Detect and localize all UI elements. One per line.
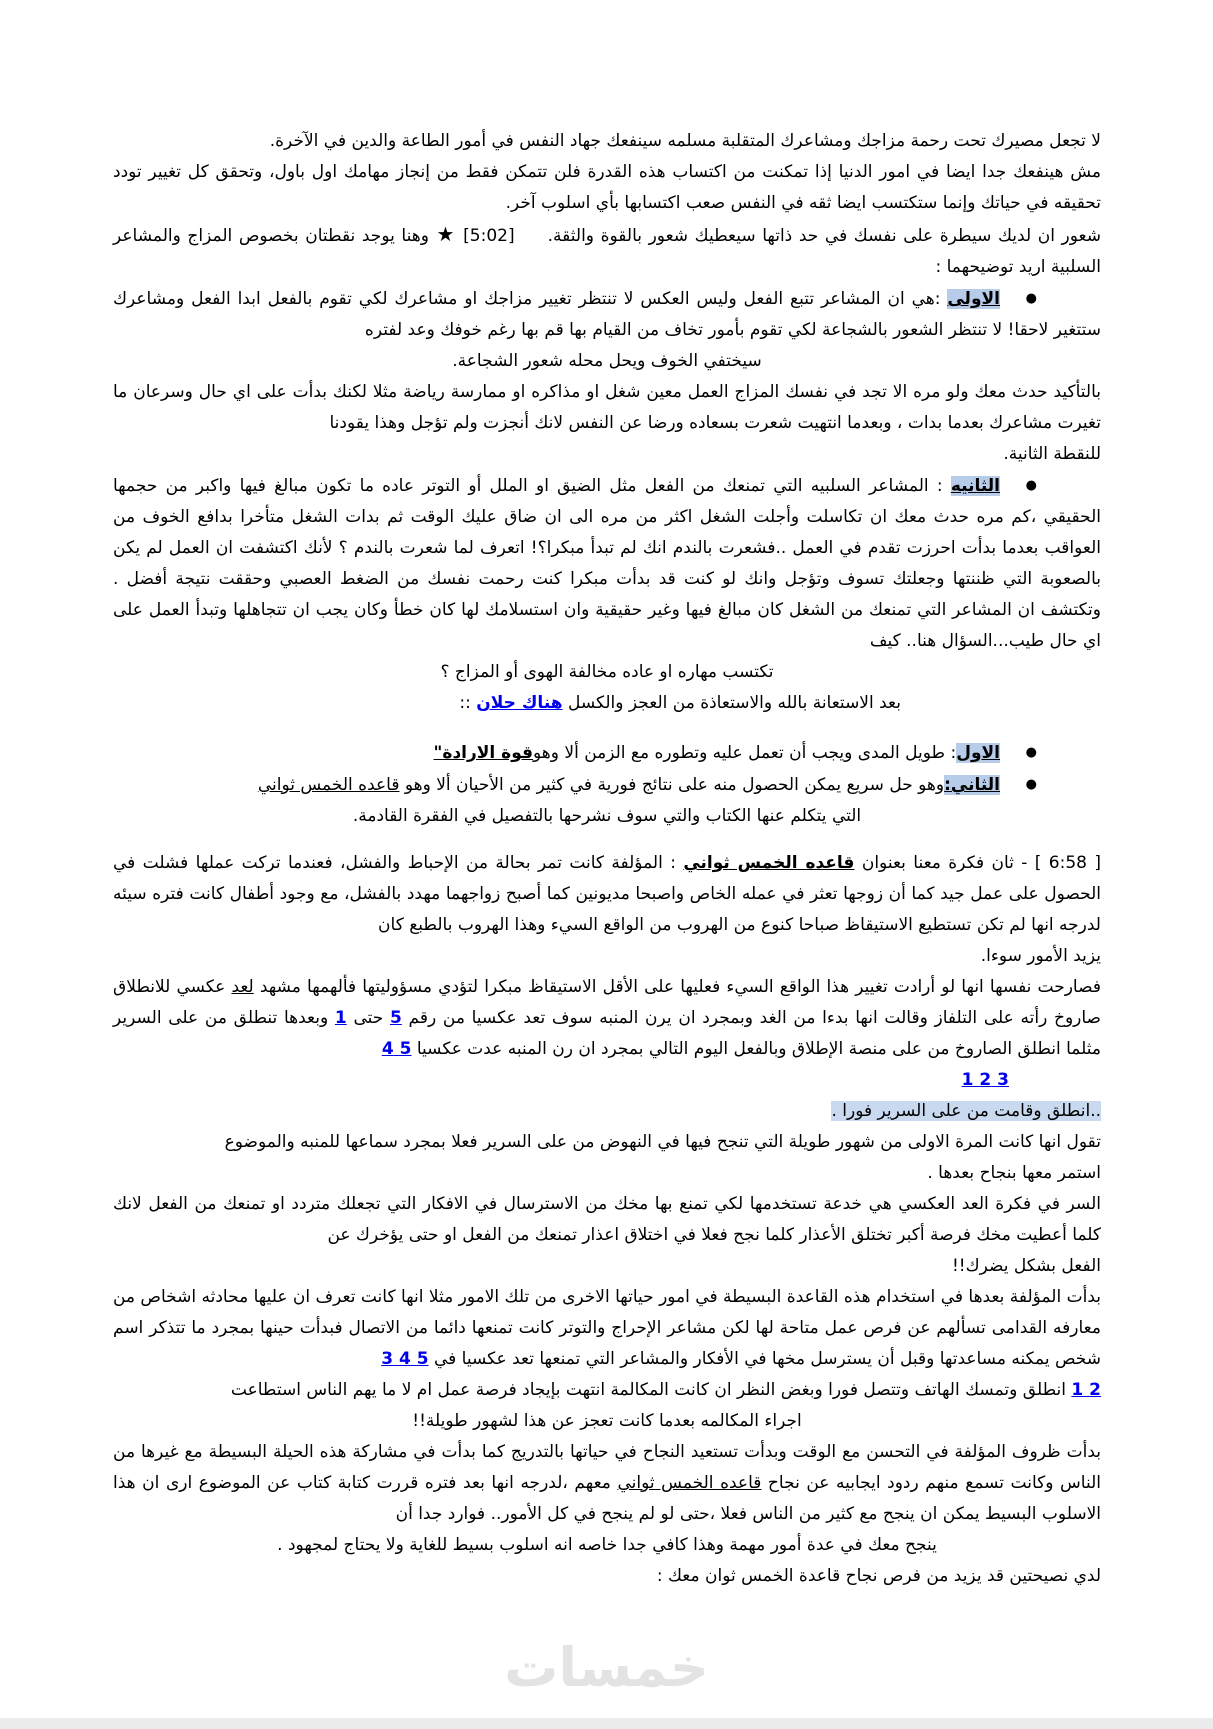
countdown-numbers: 2 1 [1071,1380,1101,1400]
text-run-underline: قاعده الخمس ثواني [617,1473,762,1493]
paragraph [113,801,1101,832]
paragraph [113,439,1101,470]
paragraph [113,1127,1101,1158]
text-run: ينجح معك في عدة أمور مهمة وهذا كافي جدا خاصه انه اسلوب بسيط للغاية ولا يحتاج لمجهود . [277,1535,937,1555]
paragraph [113,1406,1101,1437]
text-run-underline: لعد [231,977,254,997]
highlighted-keyword: الاول [956,743,1000,763]
bullet-item [113,769,1101,801]
highlighted-keyword: الثاني: [944,775,1000,795]
bullet-icon: ● [1025,291,1037,306]
text-run: بدأت ظروف المؤلفة في التحسن مع الوقت وبدأت تستعيد النجاح في حياتها بالتدريج كما بدأت في مشاركة هذه الحيلة البسيطة مع غيرها من الناس وكانت تسمع منهم ردود ايجابيه عن نجاح [113,1442,1101,1493]
spacer [113,719,1101,737]
text-run: وبعدها تنطلق من على السرير مثلما انطلق الصاروخ من على منصة الإطلاق وبالفعل اليوم التالي بمجرد ان رن المنبه عدت عكسيا [113,1008,1101,1059]
bullet-icon: ● [1025,777,1037,792]
text-run: مش هينفعك جدا ايضا في امور الدنيا إذا تمكنت من اكتساب هذه القدرة فلن تتمكن فقط من إنجاز مهامك اول باول، وتحقق كل تغيير تودد تحقيقه في حياتك وإنما ستكتسب ايضا ثقه في النفس صعب اكتسابها بأي اسلوب آخر. [113,162,1101,213]
solutions-link-text: هناك حلان [476,693,563,713]
text-run: تقول انها كانت المرة الاولى من شهور طويلة التي تنجح فيها في النهوض من على السرير فعلا بمجرد سماعها للمنبه والموضوع [224,1132,1101,1152]
text-run: :: [459,693,477,713]
paragraph [113,972,1101,1065]
text-run: : المشاعر السلبيه التي تمنعك من الفعل مثل الضيق او الملل أو التوتر عاده ما تكون مبالغ فيها واكبر من حجمها الحقيقي ،كم مره حدث معك ان تكاسلت وأجلت الشغل اكثر من مره الى ان ضاق عليك الوقت ثم بدات الشغل متأخرا بدافع الخوف من العواقب بعدما بدأت احرزت تقدم في العمل ..فشعرت بالندم انك لم تبدأ مبكرا؟! اتعرف لما شعرت بالندم ؟ لأنك اكتشفت ان العمل لم يكن بالصعوبة التي ظننتها وجعلتك تسوف وتؤجل وانك لو كنت قد بدأت مبكرا كنت رحمت نفسك من الضغط العصبي وحققت نتيجة أفضل . وتكتشف ان المشاعر التي تمنعك من الشغل كان مبالغ فيها وغير حقيقية وان استسلامك لها كان خطأ وكان يجب ان تتجاهلها وتبدأ العمل على اي حال طيب...السؤال هنا.. كيف [113,476,1101,651]
text-run: - ثان فكرة معنا بعنوان [854,853,1035,873]
text-run: الفعل بشكل يضرك!! [951,1256,1101,1276]
text-run: وهو حل سريع يمكن الحصول منه على نتائج فورية في كثير من الأحيان ألا وهو [399,775,945,795]
text-run: بعد الاستعانة بالله والاستعاذة من العجز والكسل [562,693,901,713]
paragraph [113,1065,1101,1096]
document-body [113,126,1101,1592]
paragraph [113,848,1101,941]
text-run: معهم ،لدرجه انها بعد فتره قررت كتابة كتاب عن الموضوع ارى ان هذا الاسلوب البسيط يمكن ان ينجح مع كثير من الناس فعلا ،حتى لو لم ينجح في كل الأمور.. فوارد جدا أن [113,1473,1101,1524]
paragraph [113,1096,1101,1127]
paragraph [113,377,1101,439]
bullet-icon: ● [1025,745,1037,760]
star-icon: ★ [428,222,464,246]
paragraph [113,126,1101,157]
bullet-icon: ● [1025,478,1037,493]
highlighted-keyword: الثانيه [950,476,1000,496]
text-run: سيختفي الخوف ويحل محله شعور الشجاعة. [452,351,762,371]
countdown-numbers: 3 2 1 [961,1070,1009,1090]
paragraph [113,1251,1101,1282]
text-run-boldline: قاعده الخمس ثواني [683,853,855,873]
text-run: التي يتكلم عنها الكتاب والتي سوف نشرحها بالتفصيل في الفقرة القادمة. [352,806,862,826]
text-run: بدأت المؤلفة بعدها في استخدام هذه القاعدة البسيطة في امور حياتها الاخرى من تلك الامور مثلا انها كانت تعرف ان عليها محادثه اشخاص من معارفه القدامى تسألهم عن فرص عمل متاحة لها لكن مشاعر الإحراج والتوتر كانت تمنعها دائما من الاتصال فبدأت حينها بمجرد ما تتذكر اسم شخص يمكنه مساعدتها وقبل أن يسترسل مخها في الأفكار والمشاعر التي تمنعها تعد عكسيا في [112,1287,1101,1369]
text-run-underline: قاعده الخمس ثواني [257,775,400,795]
paragraph [113,1561,1101,1592]
text-run: : طويل المدى ويجب أن تعمل عليه وتطوره مع الزمن ألا وهو [533,743,957,763]
text-run-boldline: قوة الارادة" [433,743,534,763]
timestamp: [ 6:58 ] [1034,853,1101,873]
text-run: انطلق وتمسك الهاتف وتتصل فورا وبغض النظر ان كانت المكالمة انتهت بإيجاد فرصة عمل ام لا ما يهم الناس استطاعت [230,1380,1072,1400]
timestamp: [5:02] [463,226,515,246]
bullet-item [113,737,1101,769]
text-run: :هي ان المشاعر تتبع الفعل وليس العكس لا تنتظر تغيير مزاجك او مشاعرك لكي تقوم بالفعل ابدا الفعل ومشاعرك ستتغير لاحقا! لا تنتظر الشعور بالشجاعة لكي تقوم بأمور تخاف من القيام بها قم بها رغم خوفك وعد لفتره [113,289,1101,340]
paragraph [113,219,1101,283]
text-run: لا تجعل مصيرك تحت رحمة مزاجك ومشاعرك المتقلبة مسلمه سينفعك جهاد النفس في أمور الطاعة والدين في الآخرة. [269,131,1101,151]
watermark: خمسات [504,1636,709,1699]
bullet-item [113,283,1101,346]
paragraph [113,157,1101,219]
spacer [113,832,1101,848]
text-run: استمر معها بنجاح بعدها . [927,1163,1101,1183]
bottom-edge-bar [0,1718,1213,1729]
text-run: شعور ان لديك سيطرة على نفسك في حد ذاتها سيعطيك شعور بالقوة والثقة. [514,226,1101,246]
paragraph [113,1189,1101,1251]
text-run: اجراء المكالمه بعدما كانت تعجز عن هذا لشهور طويلة!! [412,1411,802,1431]
paragraph [113,688,1101,719]
paragraph [113,941,1101,972]
paragraph [113,346,1101,377]
paragraph [113,657,1101,688]
text-run: وهنا يوجد نقطتان بخصوص المزاج والمشاعر السلبية اريد توضيحهما : [113,226,1101,277]
text-run: عكسي للانطلاق صاروخ رأته على التلفاز وقالت انها بدءا من الغد وبمجرد ان يرن المنبه سوف تعد عكسيا من رقم [113,977,1101,1028]
text-run: للنقطة الثانية. [1003,444,1101,464]
text-run: بالتأكيد حدث معك ولو مره الا تجد في نفسك المزاج العمل معين شغل او مذاكره او ممارسة رياضة مثلا لكنك بدأت على اي حال وسرعان ما تغيرت مشاعرك بعدما بدات ، وبعدما انتهيت شعرت بسعاده ورضا عن النفس لانك أنجزت ولم تؤجل وهذا يقودنا [113,382,1101,433]
countdown-number: 5 [389,1008,402,1028]
countdown-numbers: 5 4 3 [381,1349,429,1369]
text-run: فصارحت نفسها انها لو أرادت تغيير هذا الواقع السيء فعليها على الأقل الاستيقاظ مبكرا لتؤدي مسؤوليتها فألهمها مشهد [253,977,1101,997]
text-run: حتى [346,1008,390,1028]
text-run: : المؤلفة كانت تمر بحالة من الإحباط والفشل، فعندما تركت عملها فشلت في الحصول على عمل جيد كما أن زوجها تعثر في عمله الخاص واصبحا مديونين كما أصبح زواجهما مهدد بالفشل، مع وجود أطفال كانت فتره سيئه لدرجه انها لم تكن تستطيع الاستيقاظ صباحا كنوع من الهروب من الواقع السيء وهذا الهروب بالطبع كان [113,853,1101,935]
text-run: يزيد الأمور سوءا. [980,946,1101,966]
bullet-item [113,470,1101,657]
text-run: لدي نصيحتين قد يزيد من فرص نجاح قاعدة الخمس ثوان معك : [656,1566,1101,1586]
paragraph [113,1530,1101,1561]
highlighted-sentence: ..انطلق وقامت من على السرير فورا . [831,1101,1101,1121]
text-run: تكتسب مهاره او عاده مخالفة الهوى أو المزاج ؟ [440,662,774,682]
paragraph [113,1437,1101,1530]
paragraph [113,1375,1101,1406]
paragraph [113,1282,1101,1375]
highlighted-keyword: الاولى [947,289,1000,309]
countdown-number: 1 [334,1008,347,1028]
text-run: السر في فكرة العد العكسي هي خدعة تستخدمها لكي تمنع بها مخك من الاسترسال في الافكار التي تجعلك متردد او تمنعك من الفعل لانك كلما أعطيت مخك فرصة أكبر تختلق الأعذار كلما نجح فعلا في اختلاق اعذار تمنعك من الفعل او حتى يؤخرك عن [113,1194,1101,1245]
paragraph [113,1158,1101,1189]
countdown-numbers: 5 4 [381,1039,412,1059]
